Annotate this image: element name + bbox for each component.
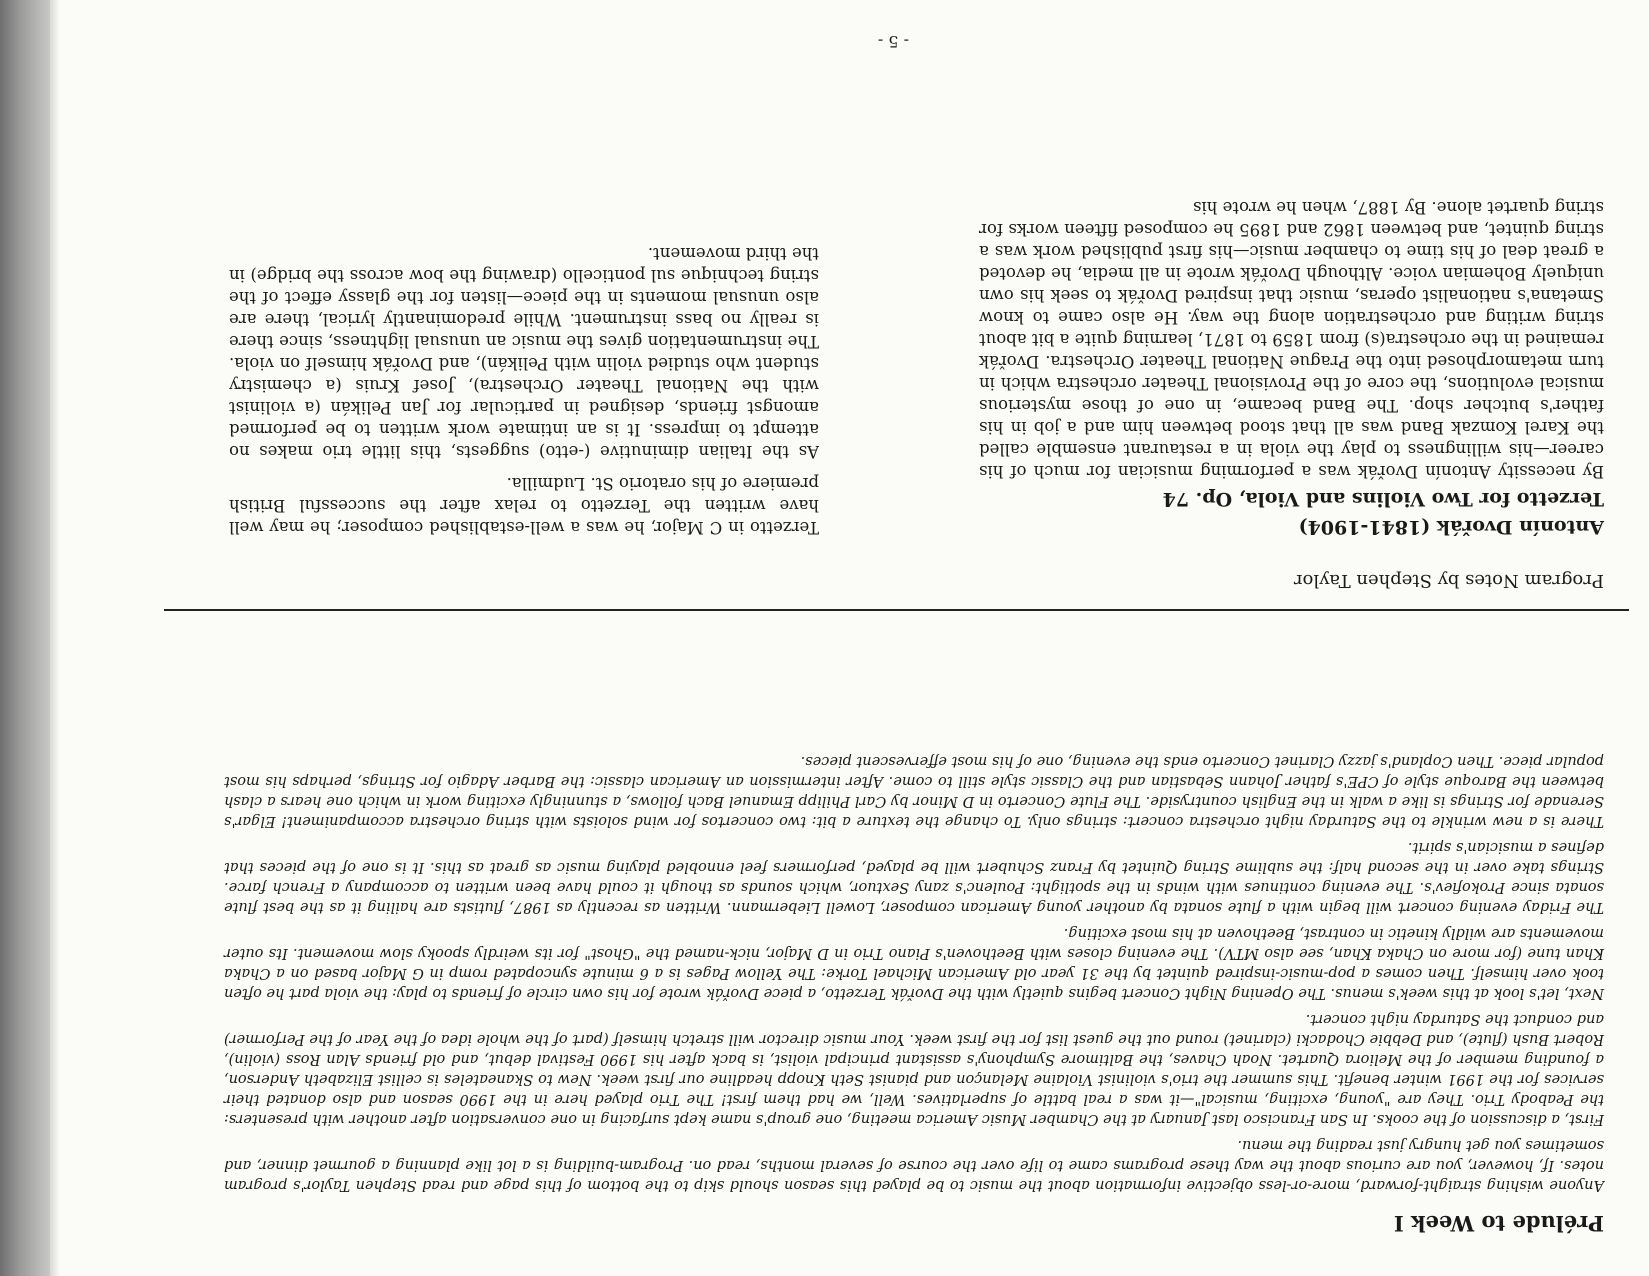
prelude-paragraph: First, a discussion of the cooks. In San Francisco last January at the Chamber Music America meeting, one group's name kept surfacing in one conversation after another with presenters: the Peabody Trio. They are "young, exciting, musical"—it was a real battle of superlatives. Well, we had them first! The Trio played here in the 1990 season and also donated their services for the 1991 winter benefit. This summer the trio's violinist Violaine Melançon and pianist Seth Knopp headline our first week. New to Skaneateles is cellist Elizabeth Anderson, a founding member of the Meliora Quartet. Noah Chaves, the Baltimore Symphony's assistant principal violist, is back after his 1990 Festival debut, and old friends Alan Ross (violin), Robert Bush (flute), and Debbie Chodacki (clarinet) round out the guest list for the first week. Your music director will stretch himself (part of the whole idea of the Year of the Performer) and conduct the Saturday night concert. [224, 1011, 1604, 1127]
prelude-paragraph: Anyone wishing straight-forward, more-or-less objective information about the music to be played this season should skip to the bottom of this page and read Stephen Taylor's program notes. If, however, you are curious about the way these programs came to life over the course of several months, read on. Program-building is a lot like planning a gourmet dinner, and sometimes you get hungry just reading the menu. [224, 1137, 1604, 1193]
notes-left-column [979, 186, 1604, 538]
prelude-paragraph: The Friday evening concert will begin with a flute sonata by another young American composer, Lowell Liebermann. Written as recently as 1987, flutists are hailing it as the best flute sonata since Prokofiev's. The evening continues with winds in the spotlight: Poulenc's zany Sextuor, which sounds as though it could have been written to accompany a French farce. Strings take over in the second half: the sublime String Quintet by Franz Schubert will be played, performers feel ennobled playing music as great as this. It is one of the pieces that defines a musician's spirit. [224, 839, 1604, 915]
composer-heading: Antonín Dvořák (1841-1904) [1298, 516, 1604, 538]
notes-paragraph: Terzetto in C Major, he was a well-established composer; he may well have written the Terzetto to relax after the successful British premiere of his oratorio St. Ludmilla. [229, 474, 819, 537]
work-heading: Terzetto for Two Violins and Viola, Op. 74 [1162, 488, 1604, 510]
program-notes-heading: Program Notes by Stephen Taylor [1293, 570, 1604, 591]
notes-right-column [229, 232, 819, 538]
document-page [60, 0, 1649, 1276]
prelude-paragraph: There is a new wrinkle to the Saturday night orchestra concert: strings only. To change the texture a bit: two concertos for wind soloists with string orchestra accompaniment! Elgar's Serenade for Strings is like a walk in the English countryside. The Flute Concerto in D Minor by Carl Philipp Emanuel Bach follows, a stunningly exciting work in which one hears a clash between the Baroque style of CPE's father Johann Sebastian and the Classic style still to come. After intermission an American classic: the Barber Adagio for Strings, perhaps his most popular piece. Then Copland's jazzy Clarinet Concerto ends the evening, one of his most effervescent pieces. [224, 753, 1604, 829]
prelude-paragraph: Next, let's look at this week's menus. The Opening Night Concert begins quietly with the Dvořák Terzetto, a piece Dvořák wrote for his own circle of friends to play: the viola part he often took over himself. Then comes a pop-music-inspired quintet by the 31 year old American Michael Torke: The Yellow Pages is a 6 minute syncopated romp in G Major based on a Chaka Khan tune (for more on Chaka Khan, see also MTV). The evening closes with Beethoven's Piano Trio in D Major, nick-named the "Ghost" for its weirdly spooky slow movement. Its outer movements are wildly kinetic in contrast, Beethoven at his most exciting. [224, 925, 1604, 1001]
prelude-section [224, 745, 1604, 1236]
scan-shadow [50, 0, 60, 1276]
scan-edge [0, 0, 50, 1276]
notes-paragraph: By necessity Antonín Dvořák was a performing musician for much of his career—his willingness to play the viola in a restaurant ensemble called the Karel Komzak Band was all that stood between him and a job in his father's butcher shop. The Band became, in one of those mysterious musical evolutions, the core of the Provisional Theater orchestra which in turn metamorphosed into the Prague National Theater Orchestra. Dvořák remained in the orchestra(s) from 1859 to 1871, learning quite a bit about string writing and orchestration along the way. He also came to know Smetana's nationalist operas, music that inspired Dvořák to seek his own uniquely Bohemian voice. Although Dvořák wrote in all media, he devoted a great deal of his time to chamber music—his first published work was a string quintet, and between 1862 and 1895 he composed fifteen works for string quartet alone. By 1887, when he wrote his [979, 198, 1604, 481]
notes-paragraph: As the Italian diminutive (-etto) suggests, this little trio makes no attempt to impress. It is an intimate work written to be performed amongst friends, designed in particular for Jan Pelikán (a violinist with the National Theater Orchestra), Josef Kruis (a chemistry student who studied violin with Pelikán), and Dvořák himself on viola. The instrumentation gives the music an unusual lightness, since there is really no bass instrument. While predominantly lyrical, there are also unusual moments in the piece—listen for the glassy effect of the string technique sul ponticello (drawing the bow across the bridge) in the third movement. [229, 244, 819, 461]
section-divider [164, 609, 1629, 611]
prelude-title: Prélude to Week I [1393, 1211, 1604, 1236]
page-number: - 5 - [877, 32, 909, 51]
